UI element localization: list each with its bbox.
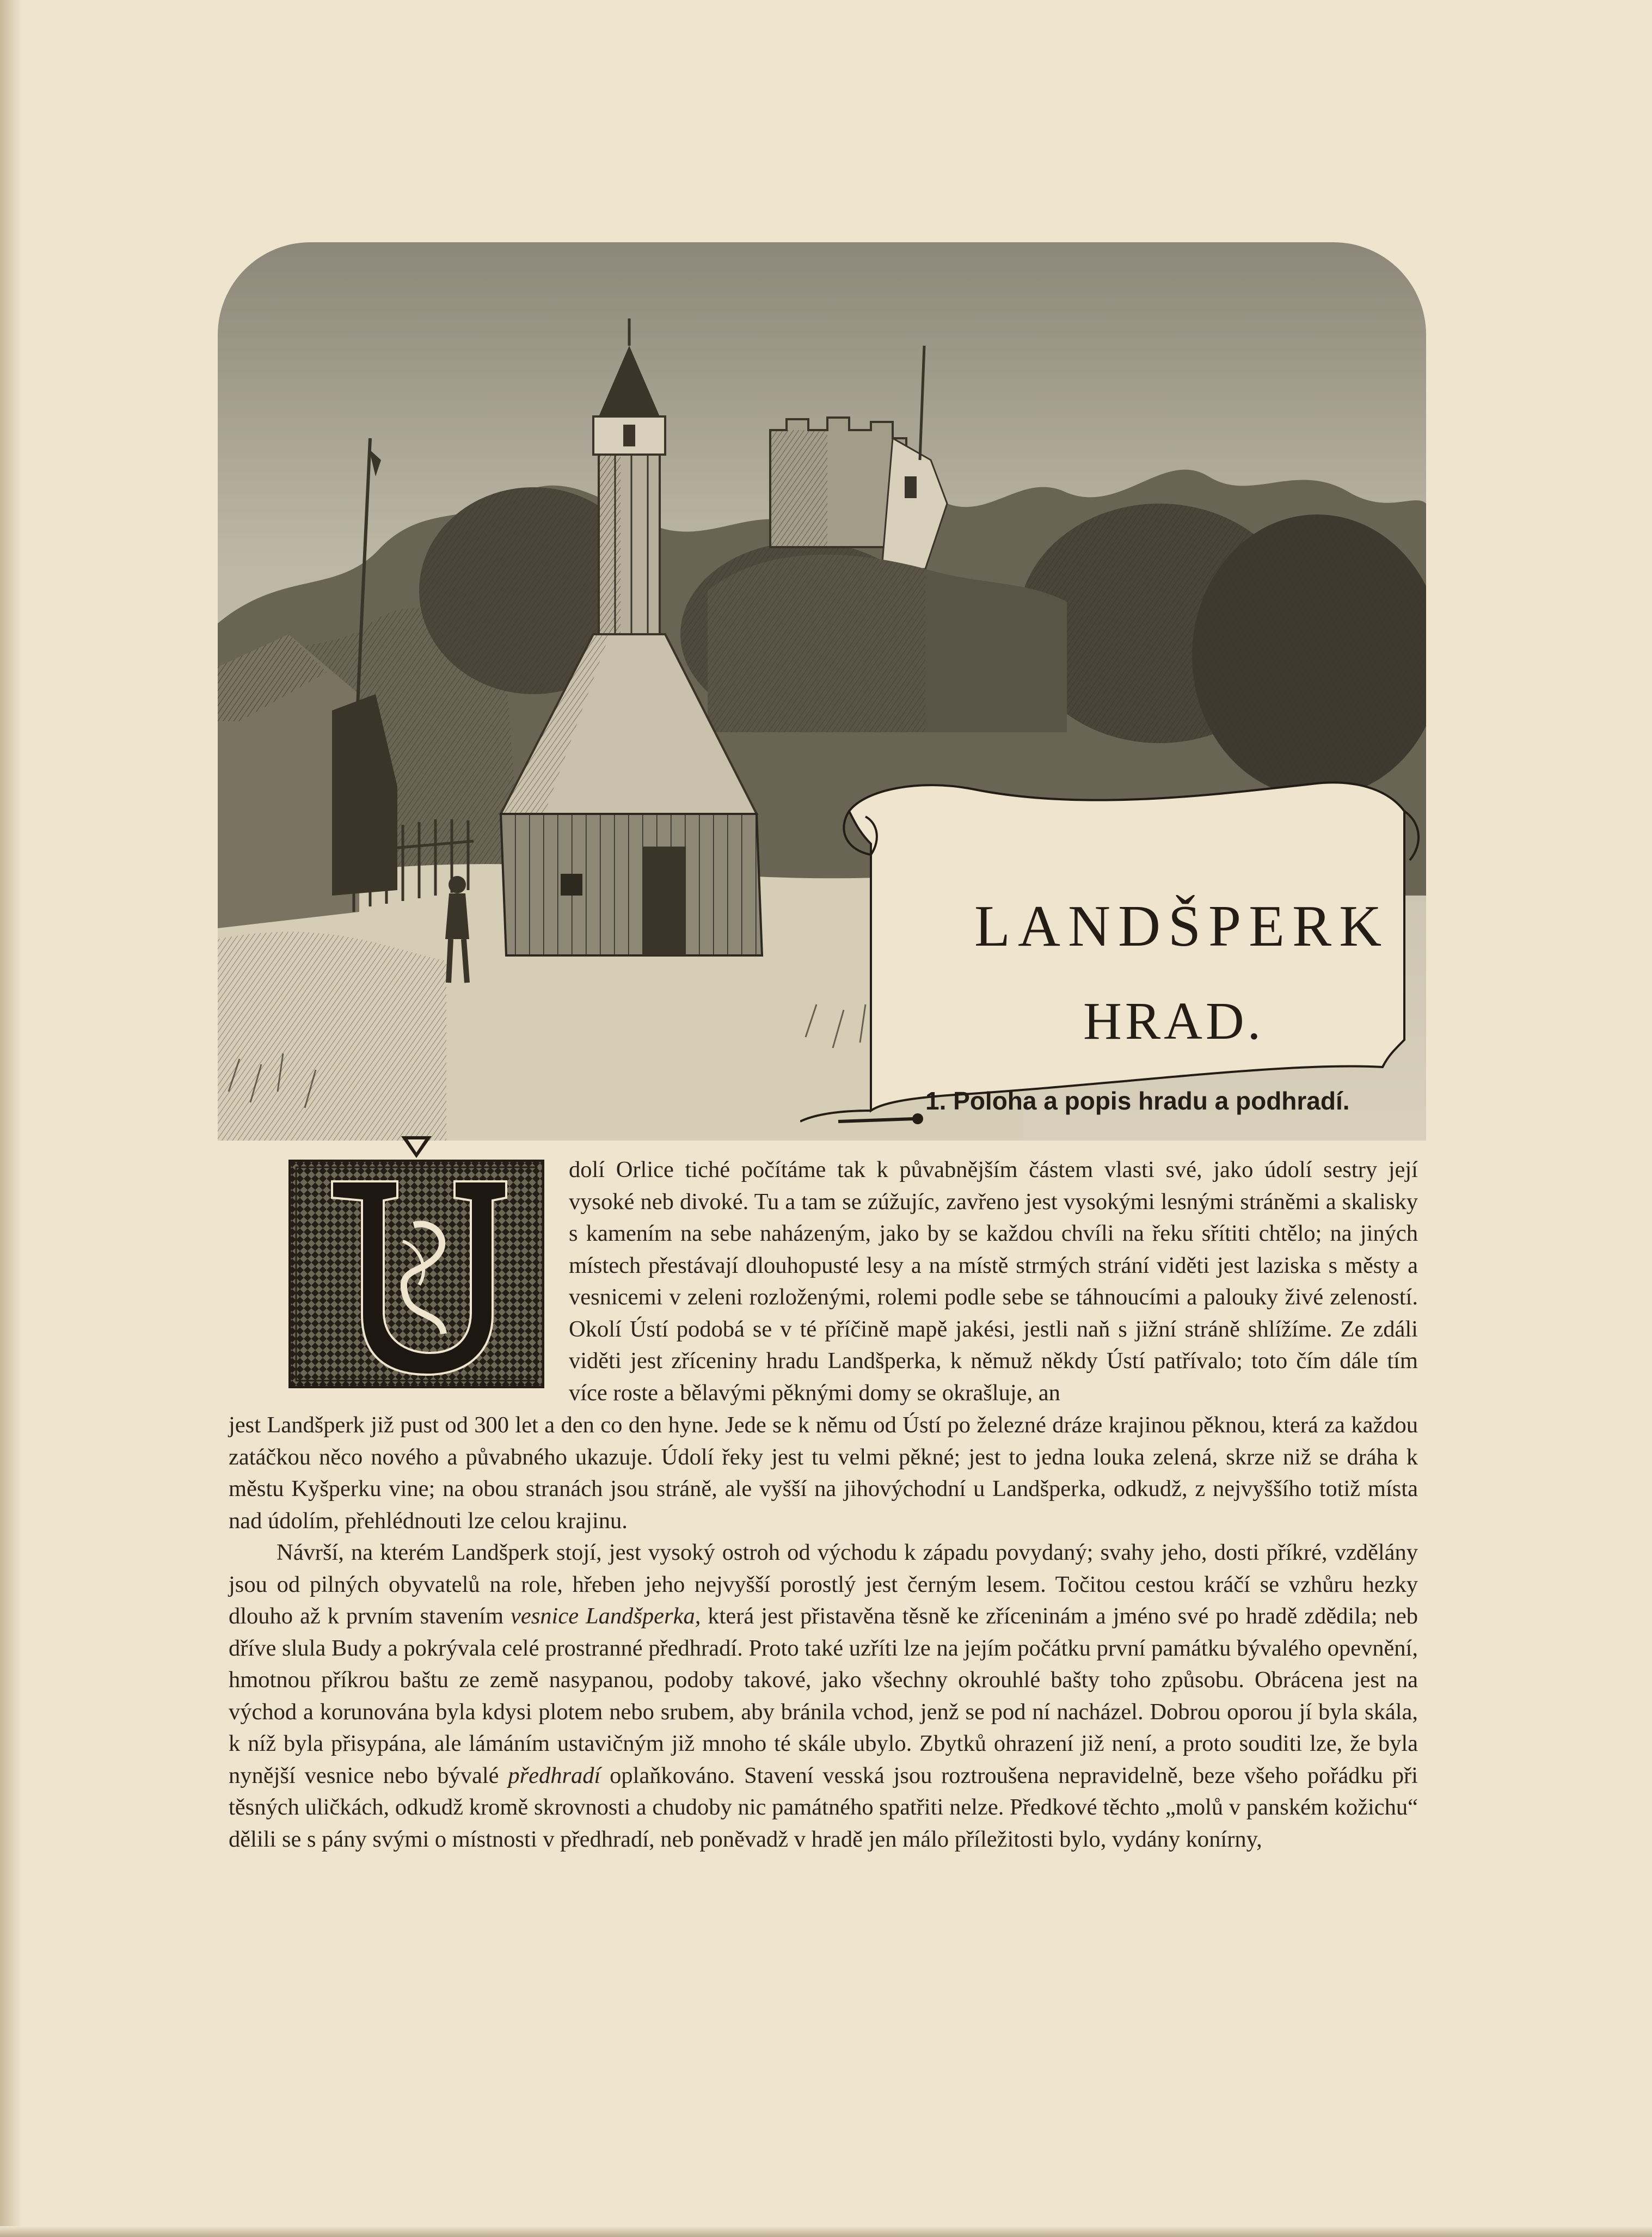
ornament-triangle-icon: [400, 1135, 433, 1160]
page-subtitle: HRAD.: [1083, 992, 1264, 1051]
page-edge-bottom: [0, 2226, 1652, 2237]
body-text-wide: [229, 1409, 1418, 1855]
emphasis-text: předhradí: [508, 1762, 601, 1788]
emphasis-text: vesnice Landšperka,: [511, 1603, 701, 1629]
paragraph-text: dolí Orlice tiché počítáme tak k půvabnějším částem vlasti své, jako údolí sestry její vysoké neb divoké. Tu a tam se zúžujíc, zavřeno jest vysokými lesnými stráněmi a skalisky s kamením na sebe naházeným, jako by se každou chvíli na řeku sřítiti chtělo; na jiných místech přestávají dlouhopusté lesy a na místě strmých strání viděti jest laziska s městy a vesnicemi v zeleni rozloženými, rolemi podle sebe se táhnoucími a palouky živé zeleností. Okolí Ústí podobá se v té příčině mapě jakési, jestli naň s jižní stráně shlížíme. Ze zdáli viděti jest zříceniny hradu Landšperka, k němuž někdy Ústí patřívalo; toto čím dále tím více roste a bělavými pěknými domy se okrašluje, an: [569, 1157, 1418, 1406]
decorated-initial: [288, 1160, 544, 1388]
section-heading: 1. Poloha a popis hradu a podhradí.: [925, 1087, 1350, 1115]
page-title: LANDŠPERK: [974, 894, 1390, 959]
page-edge: [0, 0, 22, 2237]
paragraph-2: Návrší, na kterém Landšperk stojí, jest vysoký ostroh od východu k západu povydaný; svahy jeho, dosti příkré, vzdělány jsou od pilných obyvatelů na role, hřeben jeho nejvyšší porostlý jest černým lesem. Točitou cestou kráčí se vzhůru hezky dlouho až k prvním stavením vesnice Landšperka, která jest přistavěna těsně ke zříceninám a jméno své po hradě zdědila; neb dříve slula Budy a pokrývala celé prostranné předhradí. Proto také uzříti lze na jejím počátku první památku bývalého opevnění, hmotnou příkrou baštu ze země nasypanou, podoby takové, jako všechny okrouhlé bašty toho způsobu. Obrácena jest na východ a korunována byla kdysi plotem nebo srubem, aby bránila vchod, jenž se pod ní nacházel. Dobrou oporou jí byla skála, k níž byla přisypána, ale lámáním ustavičným již mnoho té skále ubylo. Zbytků ohrazení již není, a proto souditi lze, že byla nynější vesnice nebo bývalé předhradí oplaňkováno. Stavení vesská jsou roztroušena nepravidelně, beze všeho pořádku při těsných uličkách, odkudž kromě skrovnosti a chudoby nic památného spatřiti nelze. Předkové těchto „molů v panském kožichu“ dělili se s pány svými o místnosti v předhradí, neb poněvadž v hradě jen málo příležitosti bylo, vydány konírny,: [229, 1540, 1418, 1852]
body-paragraph-1-narrow: [569, 1154, 1418, 1409]
paragraph-text: jest Landšperk již pust od 300 let a den co den hyne. Jede se k němu od Ústí po železné dráze krajinou pěknou, která za každou zatáčkou něco nového a půvabného ukazuje. Údolí řeky jest tu velmi pěkné; jest to jedna louka zelená, skrze niž se dráha k městu Kyšperku vine; na obou stranách jsou stráně, ale vyšší na jihovýchodní u Landšperka, odkudž, z nejvyššího totiž místa nad údolím, přehlédnouti lze celou krajinu.: [229, 1412, 1418, 1534]
